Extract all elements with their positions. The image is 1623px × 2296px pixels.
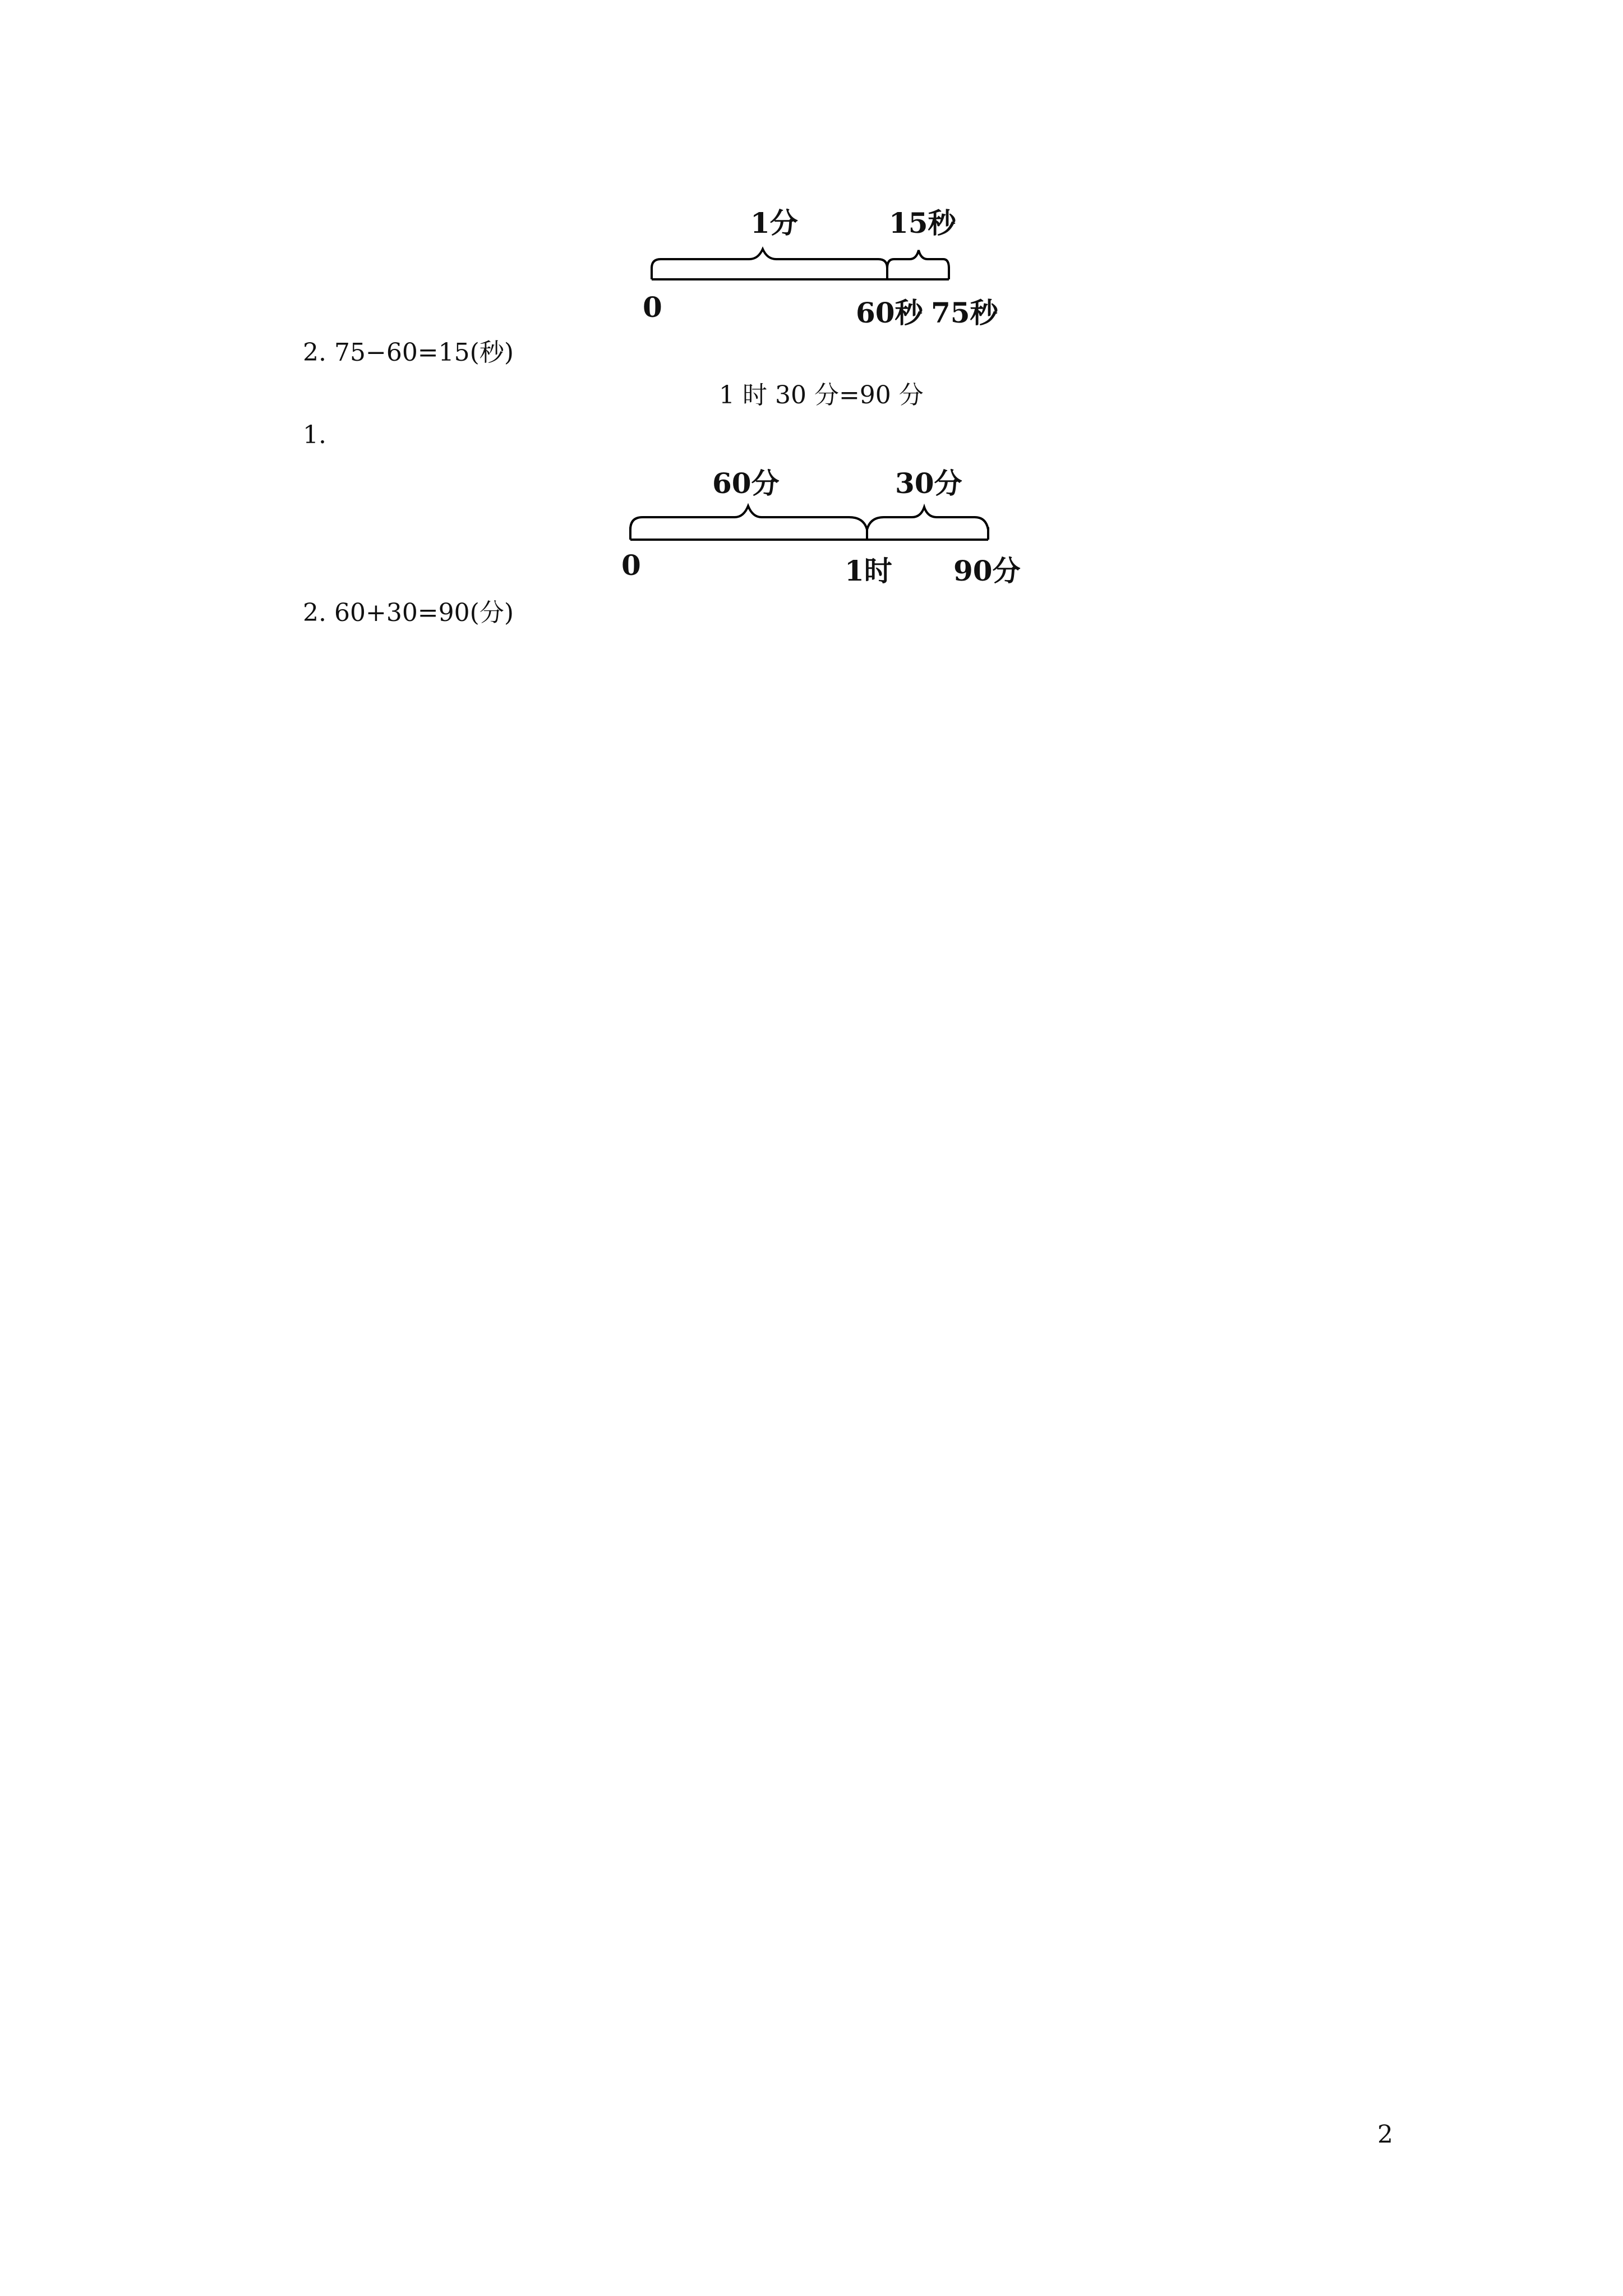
diagram1-bottom-label-75: 75秒 (931, 296, 998, 329)
item-number: 1. (303, 421, 326, 449)
diagram1-top-label-1: 1分 (750, 206, 798, 240)
diagram1-bottom-label-60: 60秒 (856, 296, 923, 329)
diagram2-top-label-1: 60分 (712, 467, 780, 500)
diagram1-top-label-2: 15秒 (889, 206, 956, 240)
diagram1-bottom-label-0: 0 (643, 291, 662, 324)
answer-line-2: 2. 60+30=90(分) (303, 599, 514, 627)
diagram2-bottom-label-90: 90分 (953, 554, 1021, 587)
diagram2-bottom-label-1hour: 1时 (845, 554, 892, 587)
centered-note: 1 时 30 分=90 分 (719, 381, 924, 409)
answer-line-1: 2. 75−60=15(秒) (303, 338, 514, 367)
diagram2-top-label-2: 30分 (895, 467, 962, 500)
page-number: 2 (1377, 2120, 1393, 2149)
diagram2-bottom-label-0: 0 (621, 549, 641, 582)
